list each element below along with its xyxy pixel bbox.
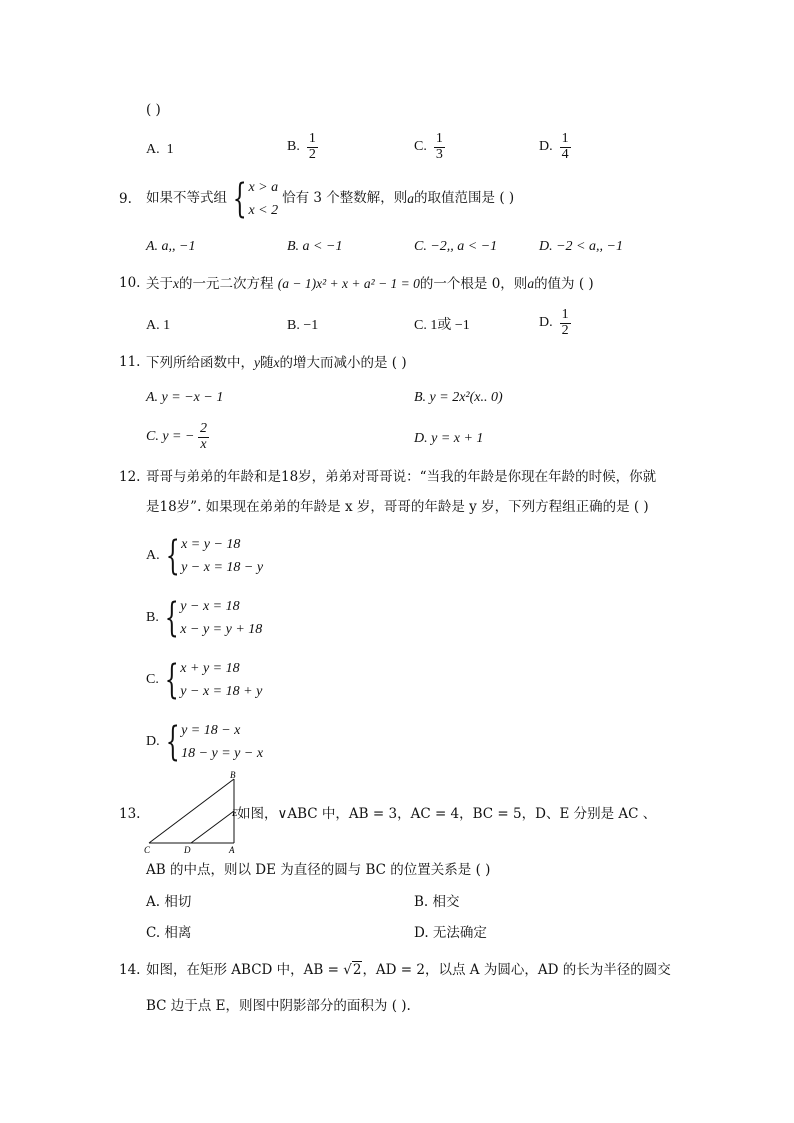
q13-option-c: C. 相离 xyxy=(146,925,192,941)
q8-option-d: D. $\frac{1}{4}$ xyxy=(539,131,569,162)
q9-option-b: B. a < −1 xyxy=(287,239,343,254)
q9-stem: 如果不等式组 { x > a x < 2 恰有 3 个整数解，则 a 的取值范围是 ( ) xyxy=(146,176,515,222)
q10-option-a: A. 1 xyxy=(146,318,171,333)
q14-number: 14. xyxy=(119,962,141,978)
q12-stem-line2: 是18岁”. 如果现在弟弟的年龄是 x 岁，哥哥的年龄是 y 岁，下列方程组正确的是 ( ) xyxy=(146,499,649,515)
q9-inequality-system: { x > a x < 2 xyxy=(232,176,279,222)
q12-stem-line1: 哥哥与弟弟的年龄和是18岁，弟弟对哥哥说：“当我的年龄是你现在年龄的时候，你就 xyxy=(146,469,657,485)
label-d: D xyxy=(184,845,191,854)
q13-number: 13. xyxy=(119,806,141,822)
q9-number: 9. xyxy=(119,191,132,207)
q10-option-d: D. $\frac{1}{2}$ xyxy=(539,307,569,338)
label-e: E xyxy=(232,808,238,818)
q12-option-a: A. { x = y − 18 y − x = 18 − y xyxy=(146,533,264,579)
q11-number: 11. xyxy=(119,354,141,370)
q11-option-a: A. y = −x − 1 xyxy=(146,390,224,405)
q11-option-d: D. y = x + 1 xyxy=(414,431,484,446)
q13-option-b: B. 相交 xyxy=(414,894,460,910)
q8-answer-bracket: ( ) xyxy=(146,102,161,118)
q12-number: 12. xyxy=(119,469,141,485)
q13-option-a: A. 相切 xyxy=(146,894,192,910)
q14-stem-line2: BC 边于点 E，则图中阴影部分的面积为 ( ). xyxy=(146,998,411,1014)
label-a: A xyxy=(229,845,235,854)
q11-stem: 下列所给函数中，y随x的增大而减小的是 ( ) xyxy=(146,355,407,371)
q12-option-d: D. { y = 18 − x 18 − y = y − x xyxy=(146,719,264,765)
q10-option-b: B. −1 xyxy=(287,318,319,333)
label-b: B xyxy=(230,770,236,780)
q9-option-d: D. −2 < a,, −1 xyxy=(539,239,623,254)
q11-option-b: B. y = 2x²(x.. 0) xyxy=(414,390,503,405)
q8-option-a: A. 1 xyxy=(146,142,174,157)
side-cb xyxy=(149,779,234,843)
q9-option-c: C. −2,, a < −1 xyxy=(414,239,498,254)
q9-option-a: A. a,, −1 xyxy=(146,239,196,254)
q11-option-c: C. y = − $\frac{2}{x}$ xyxy=(146,421,207,452)
q8-option-c: C. $\frac{1}{3}$ xyxy=(414,131,443,162)
q13-stem-line2: AB 的中点，则以 DE 为直径的圆与 BC 的位置关系是 ( ) xyxy=(146,862,491,878)
q12-option-b: B. { y − x = 18 x − y = y + 18 xyxy=(146,595,263,641)
q13-triangle-figure xyxy=(140,770,240,854)
q10-stem: 关于x的一元二次方程 (a − 1)x² + x + a² − 1 = 0的一个根是 0，则a的值为 ( ) xyxy=(146,276,594,292)
q13-option-d: D. 无法确定 xyxy=(414,925,487,941)
q13-stem-line1: 如图，∨ABC 中，AB = 3，AC = 4，BC = 5，D、E 分别是 AC 、 xyxy=(237,806,657,822)
label-c: C xyxy=(144,845,151,854)
q14-stem-line1: 如图，在矩形 ABCD 中，AB = √2，AD = 2，以点 A 为圆心，AD 的长为半径的圆交 xyxy=(146,962,671,978)
q12-option-c: C. { x + y = 18 y − x = 18 + y xyxy=(146,657,263,703)
q10-number: 10. xyxy=(119,275,141,291)
q10-option-c: C. 1或 −1 xyxy=(414,318,470,333)
q8-option-b: B. $\frac{1}{2}$ xyxy=(287,131,316,162)
segment-de xyxy=(191,811,234,843)
